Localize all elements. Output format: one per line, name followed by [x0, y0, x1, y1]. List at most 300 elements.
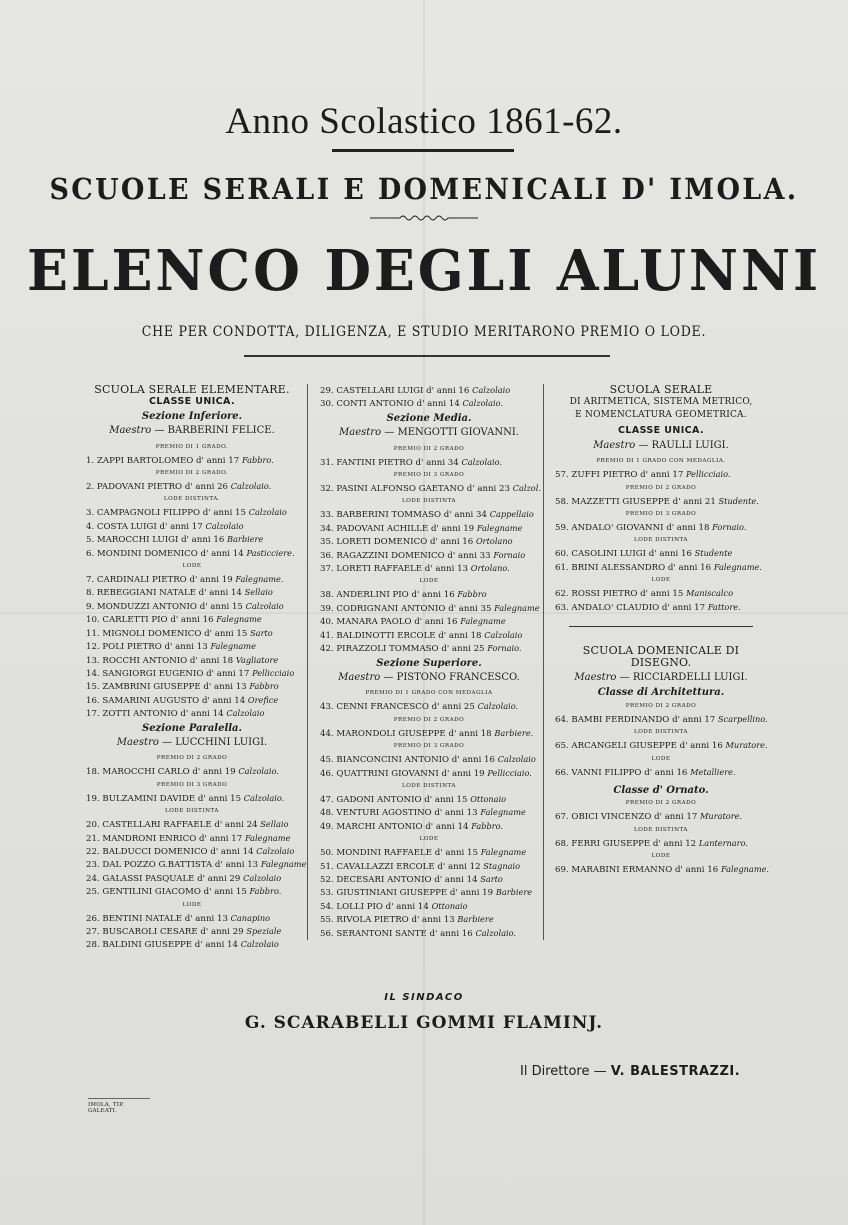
award-heading: LODE DISTINTA.	[163, 496, 221, 503]
student-entry	[86, 520, 298, 533]
student-trade: Sarto	[480, 873, 503, 884]
student-trade: Calzolaio	[205, 520, 244, 531]
student-entry	[86, 694, 298, 707]
section-title: Classe d' Ornato.	[613, 784, 709, 796]
student-trade: Cappellaio	[489, 509, 534, 520]
student-list	[555, 810, 767, 823]
student-name-age: 35. LORETI DOMENICO d' anni 16	[320, 537, 474, 548]
student-list	[555, 837, 767, 850]
printer-imprint: IMOLA, TIP. GALEATI.	[88, 1098, 150, 1114]
student-trade: Scarpellino.	[718, 713, 768, 724]
student-trade: Muratore.	[725, 740, 768, 751]
director-name: V. BALESTRAZZI.	[610, 1064, 741, 1079]
student-trade: Falegname.	[713, 561, 762, 572]
student-entry	[320, 806, 538, 819]
student-name-age: 10. CARLETTI PIO d' anni 16	[86, 615, 214, 626]
column-divider-1	[307, 384, 308, 940]
student-name-age: 45. BIANCONCINI ANTONIO d' anni 16	[320, 755, 495, 766]
student-entry	[86, 938, 298, 951]
student-list	[86, 818, 307, 898]
student-trade: Studente.	[718, 495, 759, 506]
student-name-age: 36. RAGAZZINI DOMENICO d' anni 33	[320, 550, 491, 561]
student-trade: Calzolaio.	[477, 701, 519, 712]
student-entry	[86, 792, 298, 805]
director-label: Il Direttore —	[520, 1064, 607, 1079]
student-name-age: 31. FANTINI PIETRO d' anni 34	[320, 457, 459, 468]
student-trade: Pellicciaio.	[487, 767, 532, 778]
student-name-age: 61. BRINI ALESSANDRO d' anni 16	[555, 562, 712, 573]
student-name-age: 44. MARONDOLI GIUSEPPE d' anni 18	[320, 728, 492, 739]
student-list	[320, 753, 538, 780]
teacher-line: Maestro — LUCCHINI LUIGI.	[116, 736, 268, 748]
student-list	[86, 480, 298, 493]
student-name-age: 67. OBICI VINCENZO d' anni 17	[555, 812, 698, 823]
student-list	[86, 792, 298, 805]
title-rule	[332, 149, 514, 152]
award-heading: PREMIO DI 2 GRADO	[393, 716, 465, 723]
student-name-age: 18. MAROCCHI CARLO d' anni 19	[86, 767, 236, 778]
student-entry	[555, 863, 770, 876]
student-list	[320, 508, 538, 575]
student-entry	[86, 480, 298, 493]
student-entry	[86, 654, 298, 667]
student-entry	[86, 818, 298, 831]
student-list	[320, 846, 538, 940]
student-name-age: 21. MANDRONI ENRICO d' anni 17	[86, 833, 243, 844]
student-entry	[86, 613, 298, 626]
award-heading: PREMIO DI 3 GRADO	[393, 743, 465, 750]
student-name-age: 17. ZOTTI ANTONIO d' anni 14	[86, 709, 224, 720]
student-name-age: 68. FERRI GIUSEPPE d' anni 12	[555, 838, 697, 849]
teacher-label: Maestro	[574, 671, 617, 683]
student-entry	[320, 700, 538, 713]
student-entry	[320, 602, 538, 615]
student-trade: Fabbro.	[471, 820, 504, 831]
student-list	[320, 727, 538, 740]
student-entry	[555, 766, 767, 779]
section-heading: SCUOLA DOMENICALE DI DISEGNO.	[582, 644, 740, 670]
student-trade: Fabbro	[249, 681, 279, 692]
column-media-superiore	[320, 384, 541, 940]
student-entry	[86, 707, 298, 720]
student-entry	[320, 629, 538, 642]
student-list	[86, 454, 298, 467]
student-name-age: 52. DECESARI ANTONIO d' anni 14	[320, 874, 478, 885]
student-trade: Calzol.	[512, 483, 541, 494]
student-entry	[320, 642, 538, 655]
student-trade: Studente	[694, 548, 733, 559]
student-entry	[86, 454, 298, 467]
student-list	[555, 863, 770, 876]
student-trade: Calzolaio.	[243, 792, 285, 803]
student-entry	[86, 506, 298, 519]
student-name-age: 40. MANARA PAOLO d' anni 16	[320, 617, 458, 628]
student-entry	[86, 586, 298, 599]
ornament-flourish	[370, 213, 478, 223]
student-trade: Barbiere	[495, 887, 533, 898]
student-name-age: 54. LOLLI PIO d' anni 14	[320, 901, 429, 912]
student-entry	[86, 640, 298, 653]
student-trade: Calzolaio.	[230, 481, 272, 492]
student-name-age: 33. BARBERINI TOMMASO d' anni 34	[320, 510, 487, 521]
class-heading: CLASSE UNICA.	[618, 425, 704, 437]
student-name-age: 16. SAMARINI AUGUSTO d' anni 14	[86, 695, 246, 706]
student-list	[555, 587, 767, 614]
student-trade: Falegname	[260, 859, 307, 870]
student-name-age: 57. ZUFFI PIETRO d' anni 17	[555, 470, 684, 481]
student-name-age: 51. CAVALLAZZI ERCOLE d' anni 12	[320, 861, 481, 872]
student-trade: Calzolaio	[243, 872, 282, 883]
student-trade: Falegname	[480, 847, 527, 858]
student-list	[555, 521, 767, 534]
student-trade: Ortolano.	[470, 563, 510, 574]
student-entry	[86, 533, 298, 546]
student-trade: Falegname	[494, 602, 540, 613]
student-list	[86, 506, 298, 560]
student-trade: Falegname.	[235, 574, 284, 585]
student-trade: Fabbro.	[241, 454, 274, 465]
teacher-label: Maestro	[593, 439, 636, 451]
section-heading: SCUOLA SERALE	[609, 383, 713, 396]
student-name-age: 58. MAZZETTI GIUSEPPE d' anni 21	[555, 496, 716, 507]
teacher-label: Maestro	[339, 427, 382, 439]
student-trade: Falegname	[216, 614, 262, 625]
student-entry	[320, 482, 541, 495]
student-name-age: 2. PADOVANI PIETRO d' anni 26	[86, 482, 229, 493]
student-name-age: 62. ROSSI PIETRO d' anni 15	[555, 589, 684, 600]
student-name-age: 42. PIRAZZOLI TOMMASO d' anni 25	[320, 644, 485, 655]
student-name-age: 23. DAL POZZO G.BATTISTA d' anni 13	[86, 860, 259, 871]
student-list	[555, 766, 767, 779]
mayor-label: IL SINDACO	[384, 992, 464, 1003]
student-trade: Fattore.	[707, 601, 741, 612]
student-trade: Pellicciaio	[252, 667, 295, 678]
student-entry	[320, 384, 538, 397]
student-entry	[555, 601, 767, 614]
award-heading: PREMIO DI 2 GRADO	[625, 800, 697, 807]
award-heading: LODE DISTINTA	[634, 826, 688, 833]
student-trade: Sellaio	[260, 819, 289, 830]
student-entry	[86, 885, 298, 898]
student-name-age: 43. CENNI FRANCESCO d' anni 25	[320, 702, 475, 713]
student-trade: Fornaio.	[712, 522, 747, 533]
student-entry	[320, 535, 538, 548]
award-heading: LODE DISTINTA	[402, 498, 456, 505]
section-title: Sezione Media.	[386, 412, 472, 424]
teacher-name: MENGOTTI GIOVANNI.	[397, 427, 519, 439]
student-name-age: 20. CASTELLARI RAFFAELE d' anni 24	[86, 820, 258, 831]
student-name-age: 24. GALASSI PASQUALE d' anni 29	[86, 873, 241, 884]
award-heading: LODE	[651, 577, 671, 584]
student-name-age: 14. SANGIORGI EUGENIO d' anni 17	[86, 668, 250, 679]
student-list	[320, 384, 538, 411]
class-heading: CLASSE UNICA.	[149, 396, 235, 408]
student-trade: Vagliatore	[235, 654, 279, 665]
student-trade: Calzolaio.	[462, 398, 504, 409]
student-trade: Muratore.	[700, 811, 743, 822]
award-heading: LODE	[182, 901, 202, 908]
award-heading: PREMIO DI 1 GRADO.	[155, 443, 229, 450]
student-entry	[320, 727, 538, 740]
section-title: Sezione Superiore.	[376, 657, 482, 669]
student-trade: Calzolaio	[497, 754, 536, 765]
student-name-age: 25. GENTILINI GIACOMO d' anni 15	[86, 887, 247, 898]
student-trade: Falegname	[460, 616, 506, 627]
student-trade: Lanternaro.	[698, 837, 748, 848]
student-name-age: 5. MAROCCHI LUIGI d' anni 16	[86, 535, 225, 546]
student-trade: Fabbro	[457, 589, 487, 600]
student-trade: Fornaio.	[487, 643, 522, 654]
student-name-age: 37. LORETI RAFFAELE d' anni 13	[320, 564, 469, 575]
award-heading: LODE DISTINTA	[634, 537, 688, 544]
student-entry	[320, 793, 538, 806]
student-name-age: 65. ARCANGELI GIUSEPPE d' anni 16	[555, 741, 723, 752]
student-list	[555, 547, 767, 574]
student-entry	[555, 561, 767, 574]
student-entry	[320, 508, 538, 521]
student-list	[320, 456, 538, 469]
student-entry	[86, 858, 307, 871]
award-heading: PREMIO DI 2 GRADO	[393, 445, 465, 452]
section-heading: SCUOLA SERALE ELEMENTARE.	[94, 383, 290, 396]
student-entry	[320, 588, 538, 601]
student-entry	[320, 860, 538, 873]
student-name-age: 6. MONDINI DOMENICO d' anni 14	[86, 548, 244, 559]
student-name-age: 48. VENTURI AGOSTINO d' anni 13	[320, 808, 478, 819]
student-entry	[86, 627, 298, 640]
award-heading: LODE	[651, 755, 671, 762]
student-name-age: 11. MIGNOLI DOMENICO d' anni 15	[86, 628, 248, 639]
student-trade: Calzolaio	[484, 629, 523, 640]
student-entry	[86, 600, 298, 613]
teacher-line: Maestro — PISTONO FRANCESCO.	[338, 671, 520, 683]
student-name-age: 47. GADONI ANTONIO d' anni 15	[320, 794, 468, 805]
subtitle-rule	[244, 355, 610, 357]
student-entry	[320, 900, 538, 913]
award-heading: PREMIO DI 2 GRADO.	[155, 470, 229, 477]
student-name-age: 32. PASINI ALFONSO GAETANO d' anni 23	[320, 484, 510, 495]
student-name-age: 8. REBEGGIANI NATALE d' anni 14	[86, 588, 242, 599]
teacher-name: PISTONO FRANCESCO.	[396, 671, 520, 683]
award-heading: PREMIO DI 3 GRADO	[625, 511, 697, 518]
student-name-age: 59. ANDALO' GIOVANNI d' anni 18	[555, 523, 710, 534]
student-name-age: 13. ROCCHI ANTONIO d' anni 18	[86, 655, 234, 666]
student-entry	[555, 495, 767, 508]
column-aritmetica-disegno	[555, 383, 770, 877]
student-entry	[555, 547, 767, 560]
student-name-age: 7. CARDINALI PIETRO d' anni 19	[86, 575, 233, 586]
award-heading: LODE	[419, 578, 439, 585]
teacher-name: RICCIARDELLI LUIGI.	[632, 671, 748, 683]
teacher-label: Maestro	[116, 736, 159, 748]
student-trade: Falegname	[244, 832, 291, 843]
award-heading: PREMIO DI 3 GRADO	[393, 472, 465, 479]
year-title: Anno Scolastico 1861-62.	[225, 101, 623, 142]
teacher-line: Maestro — BARBERINI FELICE.	[109, 425, 275, 437]
student-list	[555, 468, 767, 481]
student-trade: Barbiere.	[494, 727, 534, 738]
student-trade: Ottonaio	[470, 793, 507, 804]
student-name-age: 34. PADOVANI ACHILLE d' anni 19	[320, 523, 475, 534]
student-list	[555, 495, 767, 508]
student-trade: Falegname	[480, 807, 526, 818]
student-entry	[320, 456, 538, 469]
student-trade: Speziale	[246, 926, 282, 936]
student-name-age: 64. BAMBI FERDINANDO d' anni 17	[555, 714, 716, 725]
student-name-age: 60. CASOLINI LUIGI d' anni 16	[555, 549, 692, 560]
student-entry	[86, 845, 298, 858]
student-name-age: 69. MARABINI ERMANNO d' anni 16	[555, 865, 719, 876]
student-entry	[555, 521, 767, 534]
student-entry	[320, 522, 538, 535]
student-name-age: 3. CAMPAGNOLI FILIPPO d' anni 15	[86, 508, 246, 519]
student-trade: Calzolaio	[245, 600, 284, 611]
student-trade: Barbiere	[457, 914, 494, 925]
student-entry	[320, 873, 538, 886]
student-name-age: 29. CASTELLARI LUIGI d' anni 16	[320, 386, 470, 396]
student-name-age: 1. ZAPPI BARTOLOMEO d' anni 17	[86, 455, 240, 466]
teacher-line: Maestro — MENGOTTI GIOVANNI.	[339, 427, 519, 439]
teacher-label: Maestro	[338, 671, 381, 683]
student-name-age: 26. BENTINI NATALE d' anni 13	[86, 913, 228, 924]
school-title: SCUOLE SERALI E DOMENICALI D' IMOLA.	[49, 172, 799, 206]
student-list	[86, 912, 298, 952]
award-heading: LODE DISTINTA	[402, 782, 456, 789]
student-entry	[555, 739, 767, 752]
director-line	[520, 1064, 760, 1079]
student-trade: Calzolaio	[248, 507, 287, 518]
student-trade: Calzolaio	[226, 708, 265, 719]
student-trade: Orefice	[247, 694, 279, 705]
student-entry	[86, 680, 298, 693]
student-trade: Calzolaio.	[475, 927, 516, 938]
student-name-age: 41. BALDINOTTI ERCOLE d' anni 18	[320, 630, 482, 641]
student-name-age: 66. VANNI FILIPPO d' anni 16	[555, 767, 688, 778]
student-trade: Falegname	[210, 641, 256, 652]
award-heading: LODE	[182, 563, 202, 570]
student-list	[320, 482, 541, 495]
student-name-age: 27. BUSCAROLI CESARE d' anni 29	[86, 927, 244, 937]
student-name-age: 30. CONTI ANTONIO d' anni 14	[320, 399, 460, 410]
student-trade: Calzolaio.	[461, 456, 502, 467]
student-entry	[86, 912, 298, 925]
student-trade: Calzolaio	[240, 939, 279, 950]
student-entry	[86, 765, 298, 778]
student-name-age: 15. ZAMBRINI GIUSEPPE d' anni 13	[86, 682, 247, 693]
student-name-age: 19. BULZAMINI DAVIDE d' anni 15	[86, 793, 242, 804]
student-trade: Pellicciaio.	[686, 469, 731, 480]
student-name-age: 22. BALDUCCI DOMENICO d' anni 14	[86, 846, 254, 857]
student-entry	[555, 837, 767, 850]
student-trade: Canapino	[230, 912, 271, 923]
student-entry	[320, 615, 538, 628]
student-list	[86, 765, 298, 778]
teacher-label: Maestro	[109, 425, 152, 437]
student-name-age: 50. MONDINI RAFFAELE d' anni 15	[320, 848, 478, 859]
student-entry	[320, 927, 538, 940]
student-list	[555, 739, 767, 752]
student-trade: Pasticciere.	[246, 547, 295, 558]
student-name-age: 9. MONDUZZI ANTONIO d' anni 15	[86, 601, 243, 612]
student-trade: Ortolano	[475, 536, 513, 547]
student-trade: Ottonaio	[431, 900, 468, 911]
student-entry	[86, 872, 298, 885]
teacher-name: LUCCHINI LUIGI.	[175, 736, 268, 748]
subtitle: CHE PER CONDOTTA, DILIGENZA, E STUDIO MERITARONO PREMIO O LODE.	[141, 324, 707, 340]
student-trade: Sellaio	[244, 587, 273, 598]
award-heading: PREMIO DI 1 GRADO CON MEDAGLIA.	[596, 458, 726, 465]
student-name-age: 55. RIVOLA PIETRO d' anni 13	[320, 915, 455, 926]
student-list	[320, 700, 538, 713]
award-heading: LODE	[651, 853, 671, 860]
student-trade: Metalliere.	[690, 766, 736, 777]
student-entry	[86, 547, 298, 560]
student-entry	[86, 573, 298, 586]
student-name-age: 28. BALDINI GIUSEPPE d' anni 14	[86, 940, 238, 951]
student-trade: Stagnaio	[483, 860, 521, 871]
student-trade: Calzolaio.	[238, 766, 279, 777]
student-entry	[86, 925, 298, 938]
student-entry	[555, 810, 767, 823]
student-entry	[86, 667, 298, 680]
student-name-age: 63. ANDALO' CLAUDIO d' anni 17	[555, 602, 706, 613]
student-entry	[320, 913, 538, 926]
student-entry	[555, 468, 767, 481]
student-trade: Falegname	[476, 522, 523, 533]
award-heading: PREMIO DI 3 GRADO	[156, 781, 228, 788]
student-list	[555, 713, 767, 726]
section-title: Sezione Paralella.	[141, 722, 243, 734]
student-list	[86, 573, 298, 720]
mayor-name: G. SCARABELLI GOMMI FLAMINJ.	[244, 1013, 604, 1033]
student-name-age: 46. QUATTRINI GIOVANNI d' anni 19	[320, 768, 485, 779]
section-rule	[569, 626, 753, 627]
section-subheading: DI ARITMETICA, SISTEMA METRICO,	[569, 397, 753, 408]
column-divider-2	[543, 384, 544, 940]
award-heading: PREMIO DI 2 GRADO	[625, 702, 697, 709]
section-subheading: E NOMENCLATURA GEOMETRICA.	[575, 410, 747, 421]
student-entry	[320, 767, 538, 780]
student-entry	[555, 587, 767, 600]
teacher-name: RAULLI LUIGI.	[651, 439, 729, 451]
student-entry	[320, 549, 538, 562]
teacher-line: Maestro — RAULLI LUIGI.	[593, 439, 729, 451]
award-heading: PREMIO DI 1 GRADO CON MEDAGLIA	[365, 690, 493, 697]
student-name-age: 39. CODRIGNANI ANTONIO d' anni 35	[320, 603, 492, 614]
student-entry	[320, 397, 538, 410]
student-list	[320, 793, 538, 833]
main-title: ELENCO DEGLI ALUNNI	[26, 238, 822, 304]
award-heading: LODE DISTINTA	[634, 729, 688, 736]
student-trade: Falegname.	[720, 864, 770, 875]
student-name-age: 49. MARCHI ANTONIO d' anni 14	[320, 821, 469, 832]
section-title: Classe di Architettura.	[597, 687, 725, 699]
student-trade: Maniscalco	[686, 588, 734, 599]
student-trade: Fornaio	[493, 549, 526, 560]
student-entry	[320, 820, 538, 833]
teacher-name: BARBERINI FELICE.	[167, 425, 275, 437]
student-name-age: 53. GIUSTINIANI GIUSEPPE d' anni 19	[320, 888, 494, 899]
student-entry	[555, 713, 767, 726]
award-heading: LODE	[419, 836, 439, 843]
student-entry	[320, 753, 538, 766]
student-trade: Fabbro.	[249, 886, 282, 897]
student-entry	[320, 846, 538, 859]
award-heading: LODE DISTINTA	[165, 808, 219, 815]
student-name-age: 12. POLI PIETRO d' anni 13	[86, 642, 208, 653]
student-trade: Sarto	[250, 627, 273, 638]
award-heading: PREMIO DI 2 GRADO	[625, 484, 697, 491]
